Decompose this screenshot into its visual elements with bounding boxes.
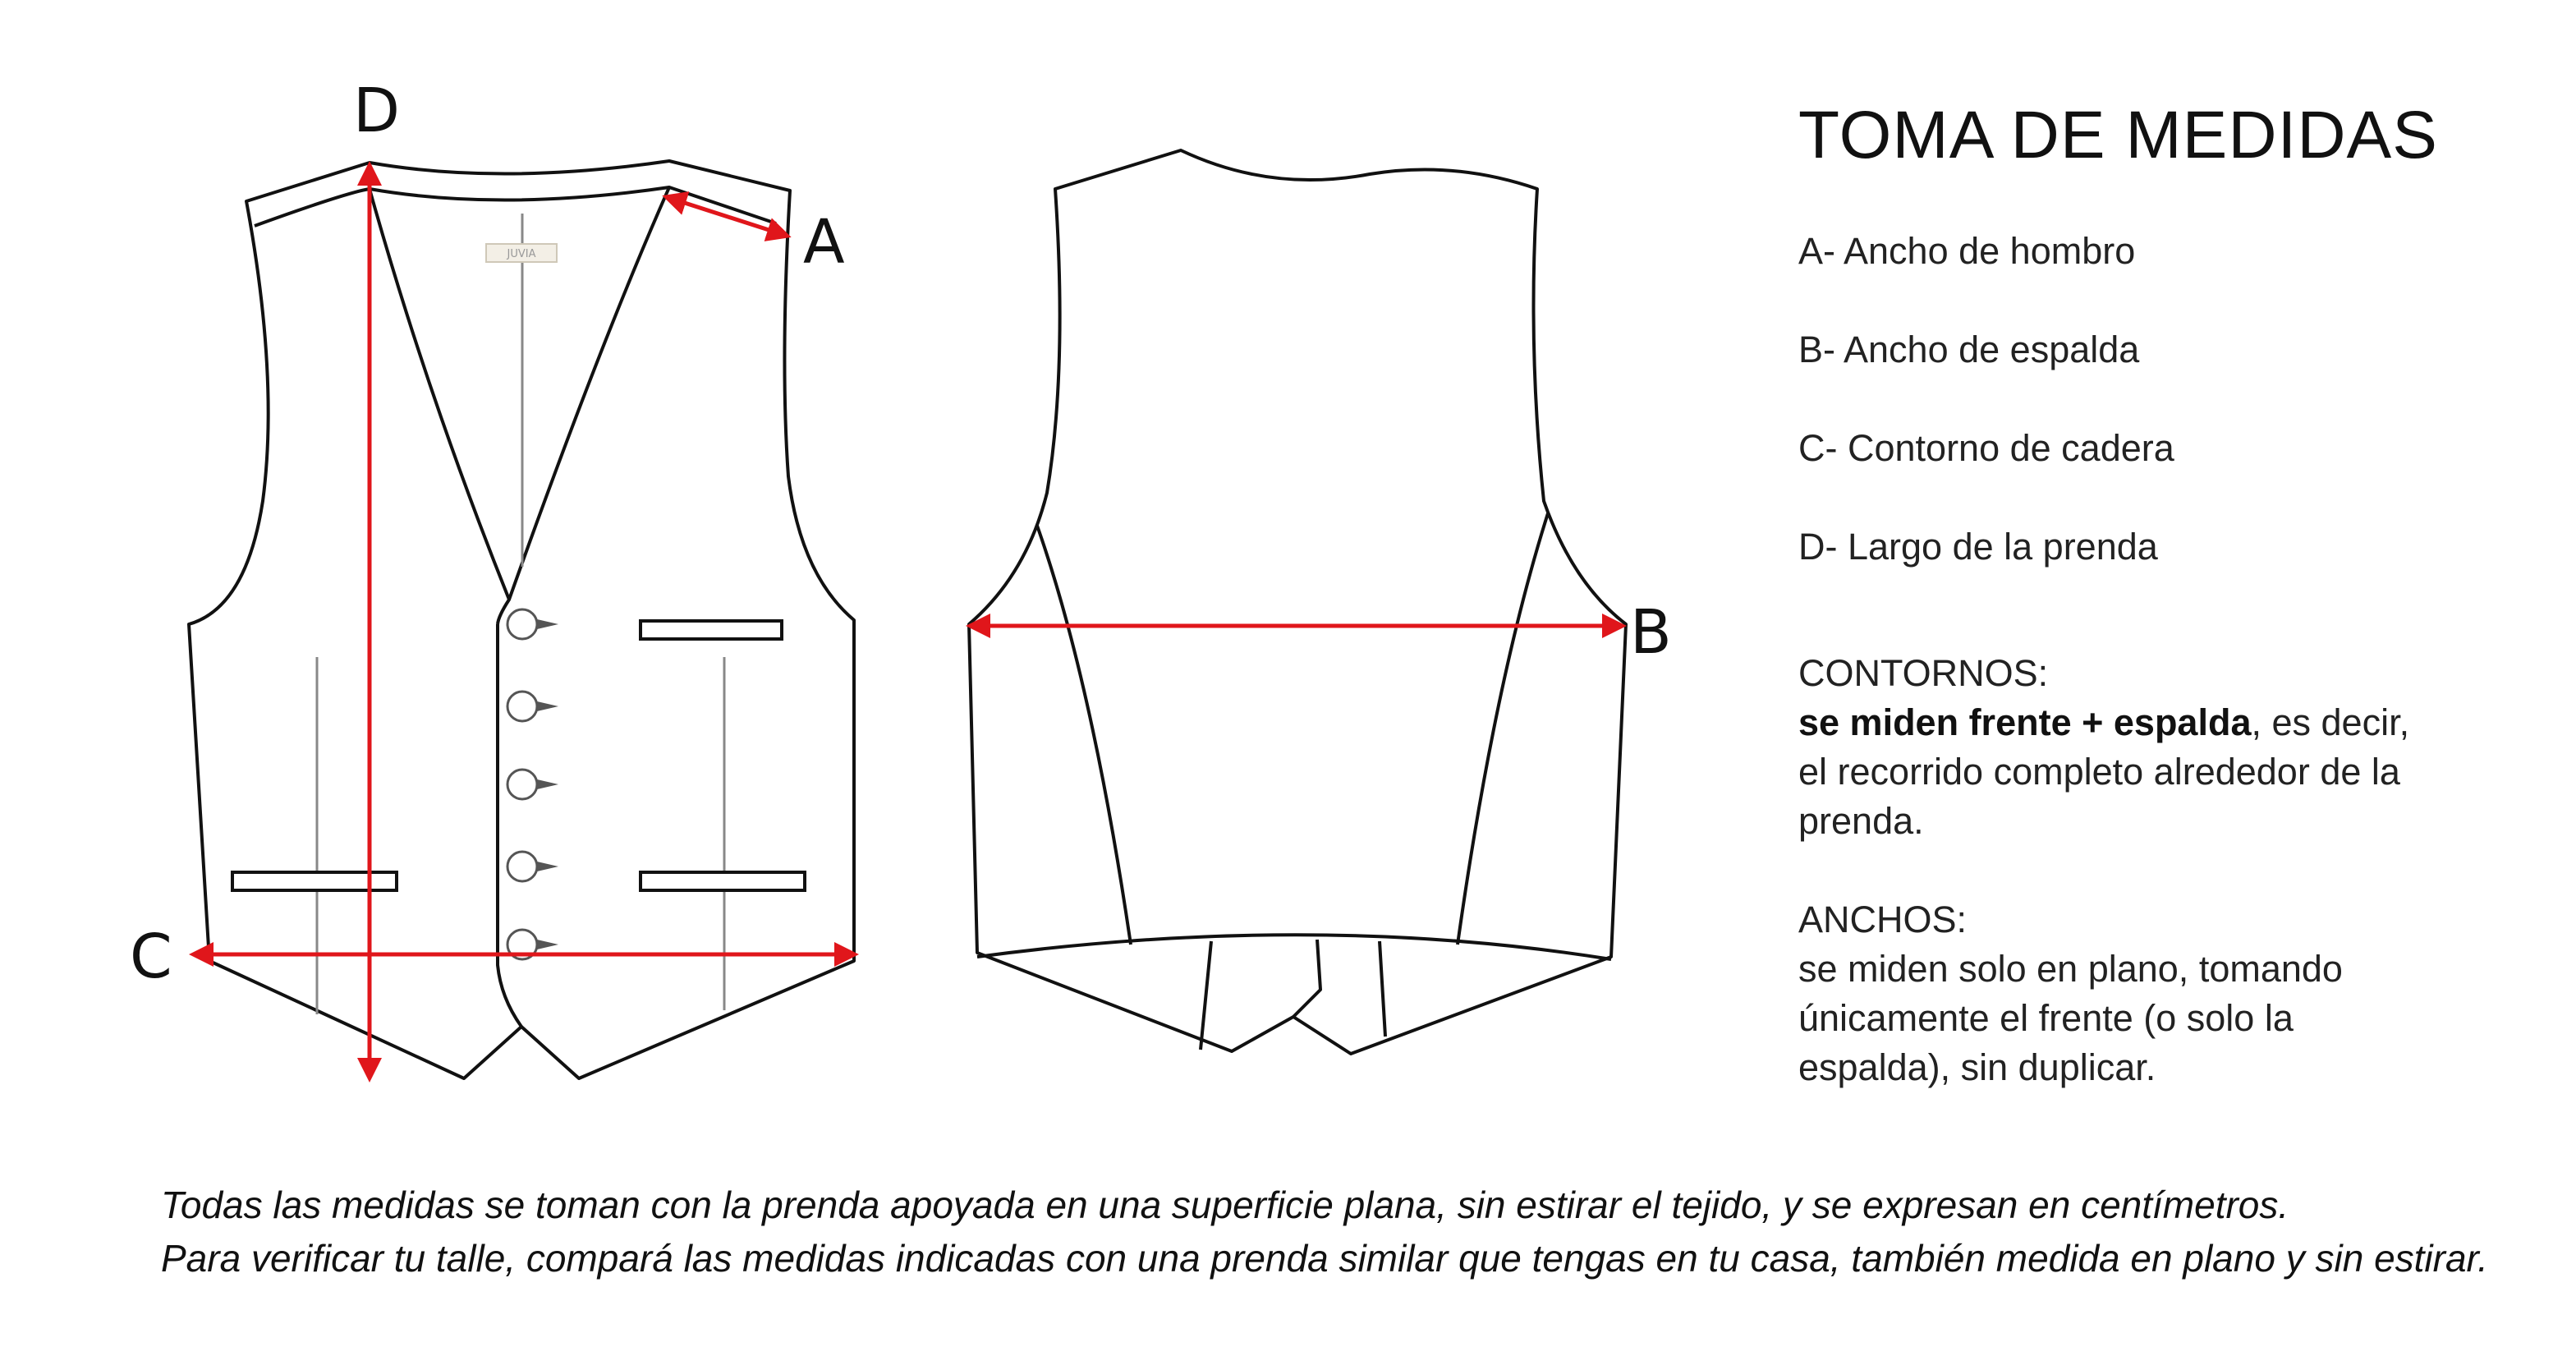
contornos-note <box>1798 649 2422 846</box>
vest-back-vent <box>1201 940 1385 1050</box>
vest-back-side-seam-right <box>1458 513 1548 945</box>
arrow-a-shoulder <box>667 197 787 236</box>
vest-back <box>969 150 1626 1054</box>
contornos-bold: se miden frente + espalda <box>1798 701 2252 743</box>
button <box>507 852 558 881</box>
label-a: A <box>803 207 845 278</box>
vest-front-buttons <box>507 609 558 959</box>
contornos-text: , es decir, el recorrido completo alrededor de la prenda. <box>1798 701 2410 842</box>
vest-back-hem <box>977 935 1611 959</box>
legend-item-d: D- Largo de la prenda <box>1798 526 2158 568</box>
label-b: B <box>1630 597 1672 668</box>
legend-item-c: C- Contorno de cadera <box>1798 427 2174 469</box>
button <box>507 609 558 639</box>
anchos-note <box>1798 895 2422 1092</box>
svg-text:JUVIA: JUVIA <box>507 248 536 260</box>
footer-line-2: Para verificar tu talle, compará las medidas indicadas con una prenda similar que tengas en tu casa, también medida en plano y sin estirar. <box>161 1237 2488 1280</box>
pocket-lower-right <box>641 872 805 890</box>
page-title: TOMA DE MEDIDAS <box>1798 98 2438 172</box>
legend-item-a: A- Ancho de hombro <box>1798 230 2136 272</box>
pocket-lower-left <box>232 872 397 890</box>
vest-front-opening <box>498 624 521 1027</box>
vest-back-side-seam-left <box>1037 526 1131 945</box>
button <box>507 692 558 721</box>
anchos-heading: ANCHOS: <box>1798 899 1968 940</box>
brand-tag <box>486 244 557 262</box>
button <box>507 770 558 799</box>
vest-back-outline <box>969 150 1626 1054</box>
label-c: C <box>130 922 172 992</box>
legend-item-b: B- Ancho de espalda <box>1798 329 2140 370</box>
anchos-text: se miden solo en plano, tomando únicamente el frente (o solo la espalda), sin duplicar. <box>1798 948 2343 1088</box>
footer-line-1: Todas las medidas se toman con la prenda apoyada en una superficie plana, sin estirar el tejido, y se expresan en centímetros. <box>161 1184 2289 1226</box>
measure-arrows <box>194 166 1622 1078</box>
pocket-chest <box>641 621 782 639</box>
vest-front-pockets <box>232 621 805 890</box>
label-d: D <box>353 76 400 146</box>
contornos-heading: CONTORNOS: <box>1798 652 2049 694</box>
